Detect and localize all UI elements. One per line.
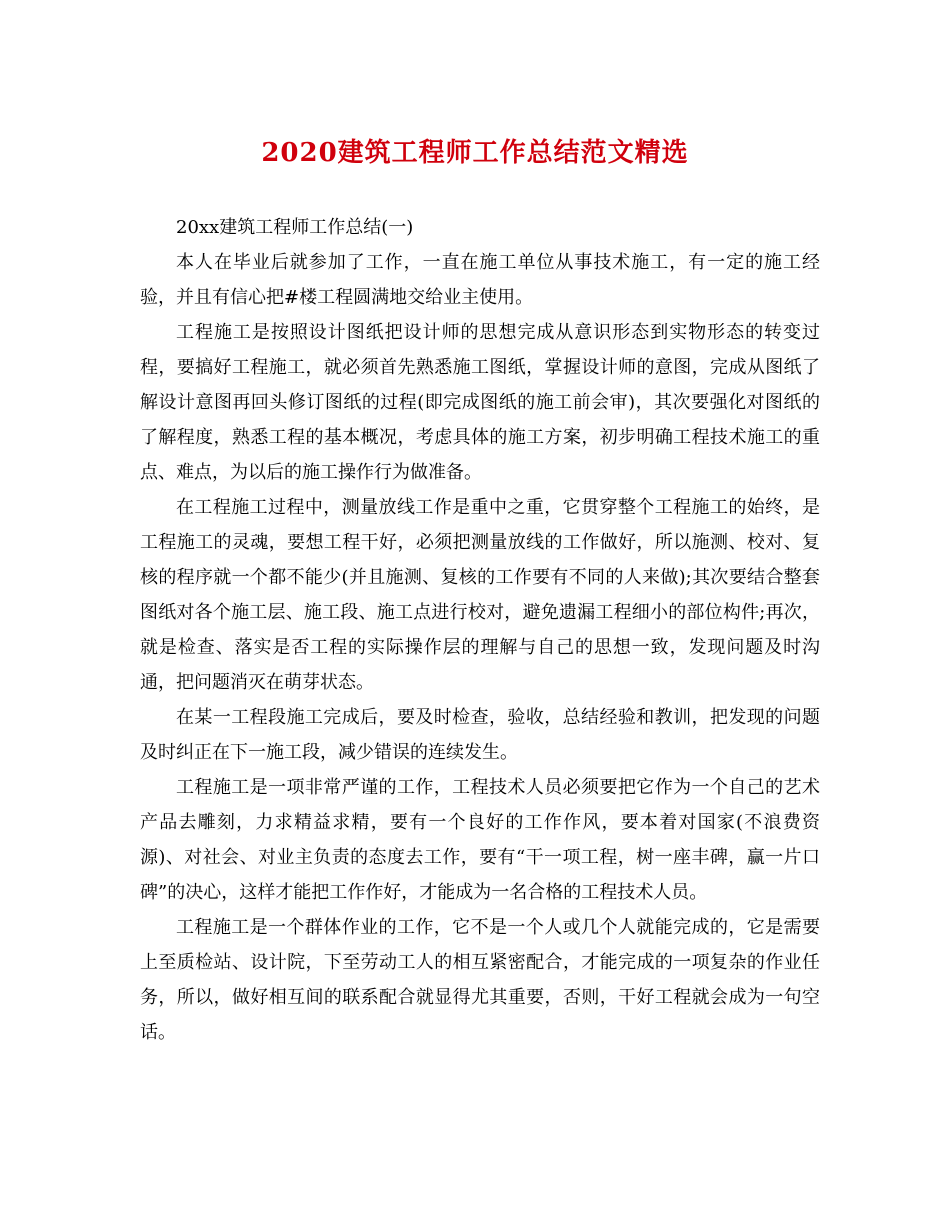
document-title: 2020建筑工程师工作总结范文精选 [261, 138, 689, 168]
paragraph: 在某一工程段施工完成后，要及时检查，验收，总结经验和教训，把发现的问题及时纠正在下一施工段，减少错误的连续发生。 [140, 707, 820, 763]
paragraph: 在工程施工过程中，测量放线工作是重中之重，它贯穿整个工程施工的始终，是工程施工的灵魂，要想工程干好，必须把测量放线的工作做好，所以施测、校对、复核的程序就一个都不能少(并且施测、复核的工作要有不同的人来做);其次要结合整套图纸对各个施工层、施工段、施工点进行校对，避免遗漏工程细小的部位构件;再次，就是检查、落实是否工程的实际操作层的理解与自己的思想一致，发现问题及时沟通，把问题消灭在萌芽状态。 [140, 497, 820, 693]
paragraph: 工程施工是按照设计图纸把设计师的思想完成从意识形态到实物形态的转变过程，要搞好工程施工，就必须首先熟悉施工图纸，掌握设计师的意图，完成从图纸了解设计意图再回头修订图纸的过程(即完成图纸的施工前会审)，其次要强化对图纸的了解程度，熟悉工程的基本概况，考虑具体的施工方案，初步明确工程技术施工的重点、难点，为以后的施工操作行为做准备。 [140, 322, 820, 483]
paragraph: 工程施工是一个群体作业的工作，它不是一个人或几个人就能完成的，它是需要上至质检站、设计院，下至劳动工人的相互紧密配合，才能完成的一项复杂的作业任务，所以，做好相互间的联系配合就显得尤其重要，否则，干好工程就会成为一句空话。 [140, 917, 820, 1043]
paragraph: 工程施工是一项非常严谨的工作，工程技术人员必须要把它作为一个自己的艺术产品去雕刻，力求精益求精，要有一个良好的工作作风，要本着对国家(不浪费资源)、对社会、对业主负责的态度去工作，要有“干一项工程，树一座丰碑，赢一片口碑”的决心，这样才能把工作作好，才能成为一名合格的工程技术人员。 [140, 777, 820, 903]
section-heading: 20xx建筑工程师工作总结(一) [176, 217, 414, 238]
document-body [140, 210, 820, 1050]
paragraph: 本人在毕业后就参加了工作，一直在施工单位从事技术施工，有一定的施工经验，并且有信心把#楼工程圆满地交给业主使用。 [140, 252, 820, 308]
